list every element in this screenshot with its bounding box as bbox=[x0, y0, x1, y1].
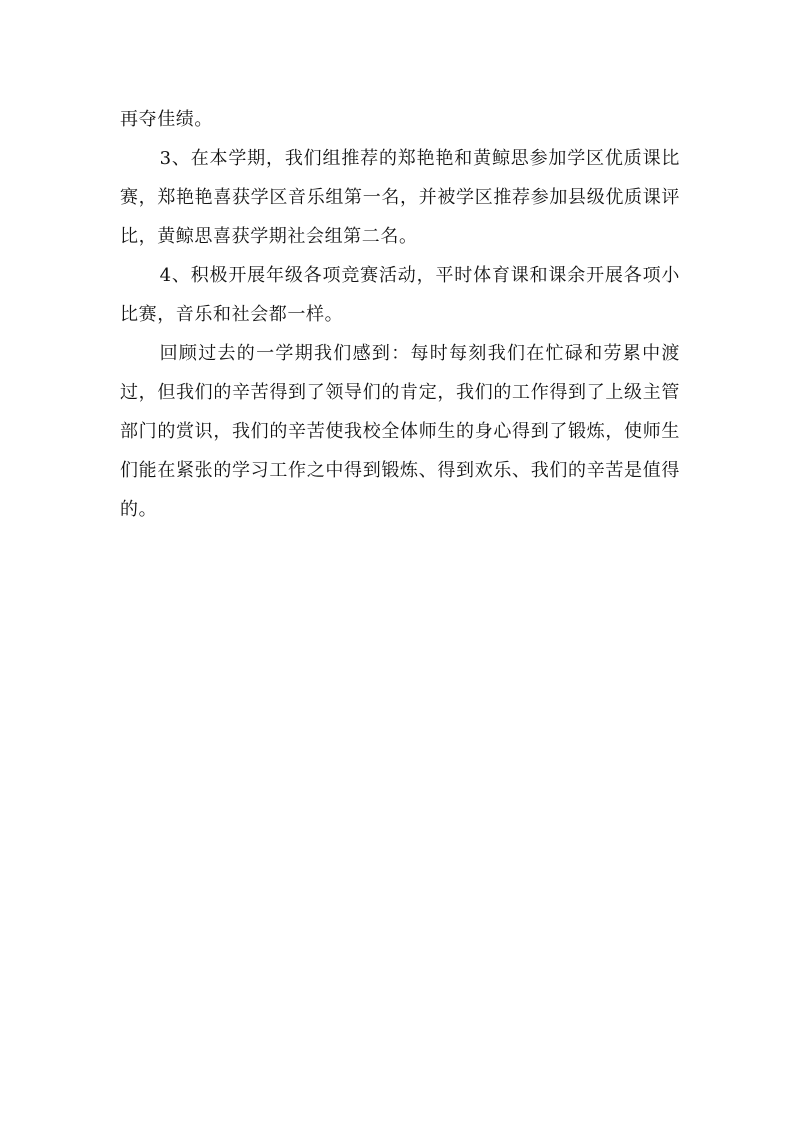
paragraph-summary: 回顾过去的一学期我们感到：每时每刻我们在忙碌和劳累中渡过，但我们的辛苦得到了领导们的肯定，我们的工作得到了上级主管部门的赏识，我们的辛苦使我校全体师生的身心得到了锻炼，使师生们能在紧张的学习工作之中得到锻炼、得到欢乐、我们的辛苦是值得的。 bbox=[120, 343, 680, 520]
paragraph-item-3: 3、在本学期，我们组推荐的郑艳艳和黄鲸思参加学区优质课比赛，郑艳艳喜获学区音乐组第一名，并被学区推荐参加县级优质课评比，黄鲸思喜获学期社会组第二名。 bbox=[120, 148, 680, 247]
paragraph-continuation: 再夺佳绩。 bbox=[120, 109, 213, 130]
document-body bbox=[120, 100, 680, 529]
paragraph-item-4: 4、积极开展年级各项竞赛活动，平时体育课和课余开展各项小比赛，音乐和社会都一样。 bbox=[120, 265, 680, 325]
